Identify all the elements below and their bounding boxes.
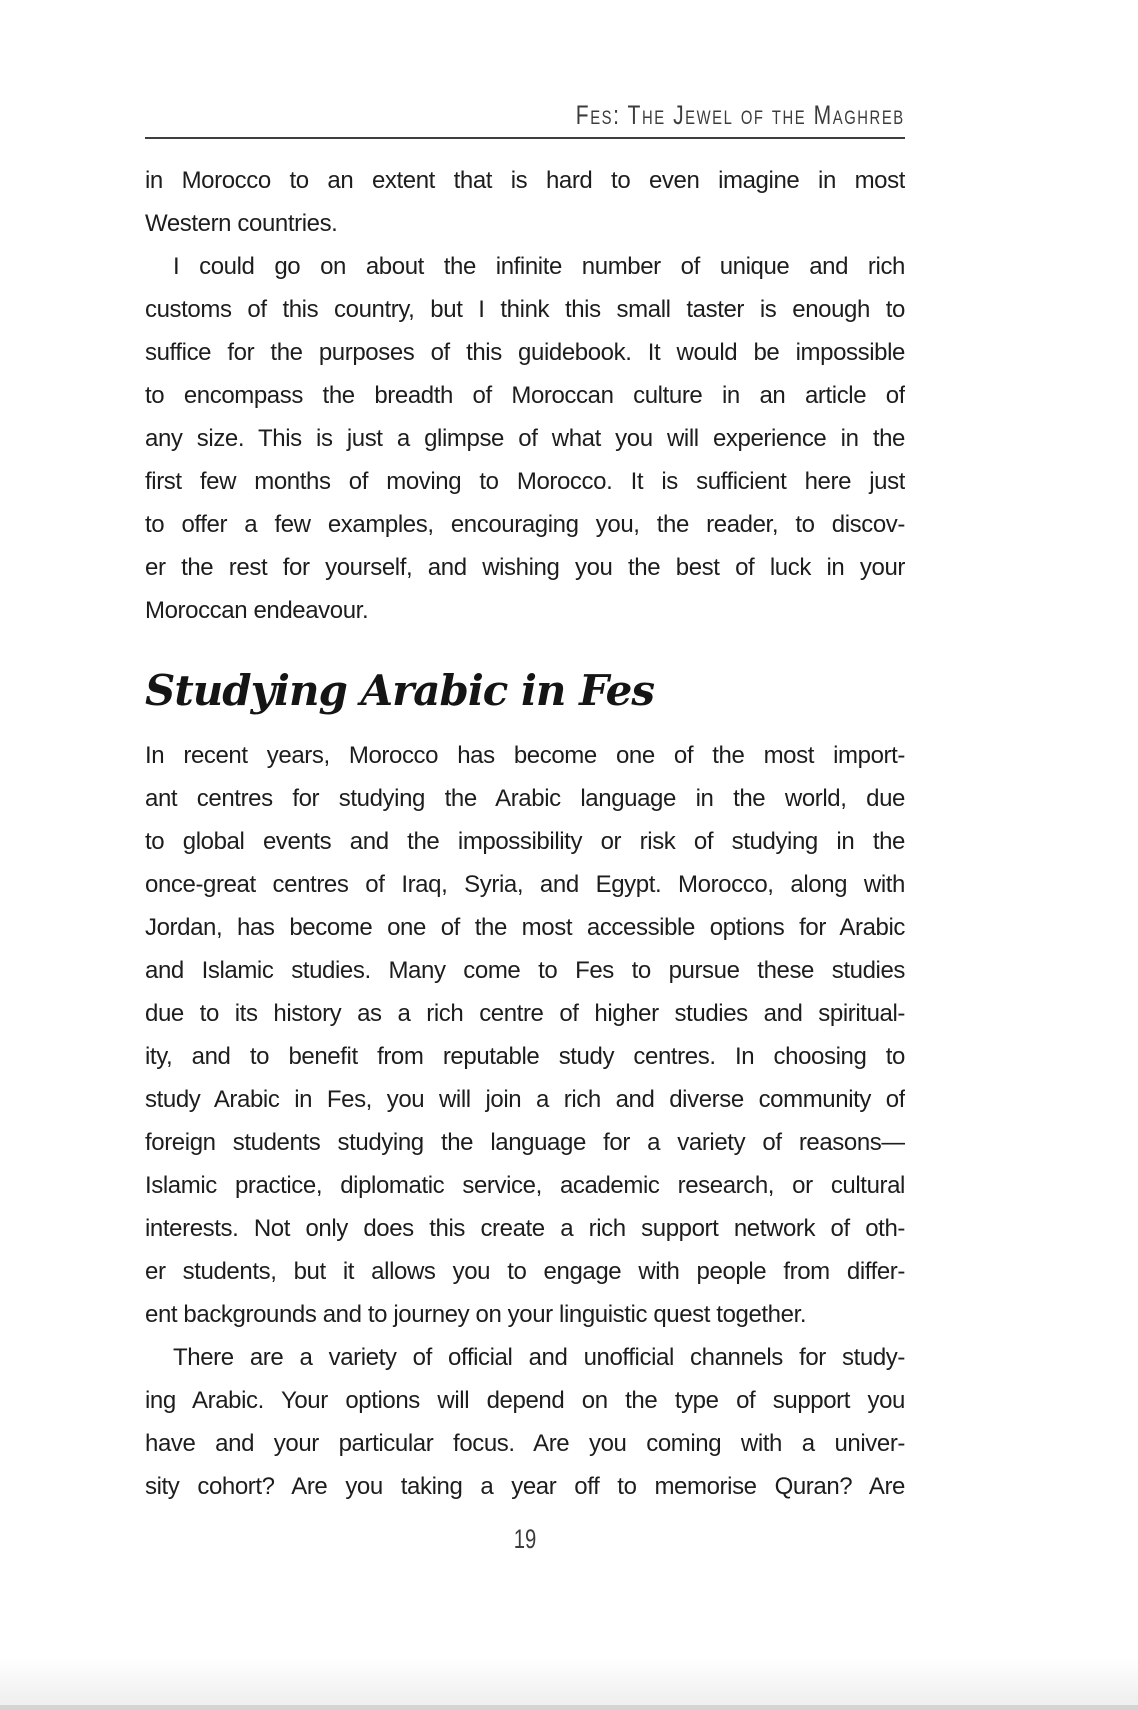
- text-line: to encompass the breadth of Moroccan culture in an article of: [145, 382, 905, 409]
- text-line: ing Arabic. Your options will depend on the type of support you: [145, 1387, 905, 1414]
- text-line: suffice for the purposes of this guidebook. It would be impossible: [145, 339, 905, 366]
- text-line: to offer a few examples, encouraging you, the reader, to discov-: [145, 511, 905, 538]
- text-line: ity, and to benefit from reputable study centres. In choosing to: [145, 1043, 905, 1070]
- text-line: any size. This is just a glimpse of what you will experience in the: [145, 425, 905, 452]
- text-line: due to its history as a rich centre of higher studies and spiritual-: [145, 1000, 905, 1027]
- page-content: [145, 0, 905, 1555]
- text-line: study Arabic in Fes, you will join a rich and diverse community of: [145, 1086, 905, 1113]
- running-header-title: Fes: The Jewel of the Maghreb: [576, 100, 905, 130]
- text-line: ant centres for studying the Arabic language in the world, due: [145, 785, 905, 812]
- text-line: to global events and the impossibility or risk of studying in the: [145, 828, 905, 855]
- text-line: once-great centres of Iraq, Syria, and Egypt. Morocco, along with: [145, 871, 905, 898]
- page-number-text: 19: [513, 1524, 537, 1554]
- page-number: [145, 1524, 905, 1555]
- text-line: I could go on about the infinite number of unique and rich: [173, 253, 905, 280]
- text-line: Moroccan endeavour.: [145, 597, 369, 624]
- paragraph: [145, 1336, 905, 1508]
- page-bottom-edge-shadow: [0, 1658, 1138, 1710]
- text-line: There are a variety of official and unofficial channels for study-: [173, 1344, 905, 1371]
- text-line: In recent years, Morocco has become one of the most import-: [145, 742, 905, 769]
- text-line: first few months of moving to Morocco. It is sufficient here just: [145, 468, 905, 495]
- paragraph: [145, 734, 905, 1336]
- text-line: foreign students studying the language for a variety of reasons—: [145, 1129, 905, 1156]
- text-line: Jordan, has become one of the most accessible options for Arabic: [145, 914, 905, 941]
- body-text-top: [145, 159, 905, 632]
- text-line: Western countries.: [145, 210, 338, 237]
- text-line: customs of this country, but I think this small taster is enough to: [145, 296, 905, 323]
- text-line: and Islamic studies. Many come to Fes to pursue these studies: [145, 957, 905, 984]
- running-header: [145, 100, 905, 131]
- text-line: Islamic practice, diplomatic service, academic research, or cultural: [145, 1172, 905, 1199]
- section-heading: Studying Arabic in Fes: [145, 666, 654, 715]
- text-line: have and your particular focus. Are you coming with a univer-: [145, 1430, 905, 1457]
- paragraph: [145, 159, 905, 245]
- body-text-bottom: [145, 734, 905, 1508]
- text-line: in Morocco to an extent that is hard to even imagine in most: [145, 167, 905, 194]
- text-line: er the rest for yourself, and wishing you the best of luck in your: [145, 554, 905, 581]
- text-line: sity cohort? Are you taking a year off to memorise Quran? Are: [145, 1473, 905, 1500]
- text-line: er students, but it allows you to engage with people from differ-: [145, 1258, 905, 1285]
- text-line: interests. Not only does this create a rich support network of oth-: [145, 1215, 905, 1242]
- text-line: ent backgrounds and to journey on your linguistic quest together.: [145, 1301, 807, 1328]
- paragraph: [145, 245, 905, 632]
- header-rule: [145, 137, 905, 139]
